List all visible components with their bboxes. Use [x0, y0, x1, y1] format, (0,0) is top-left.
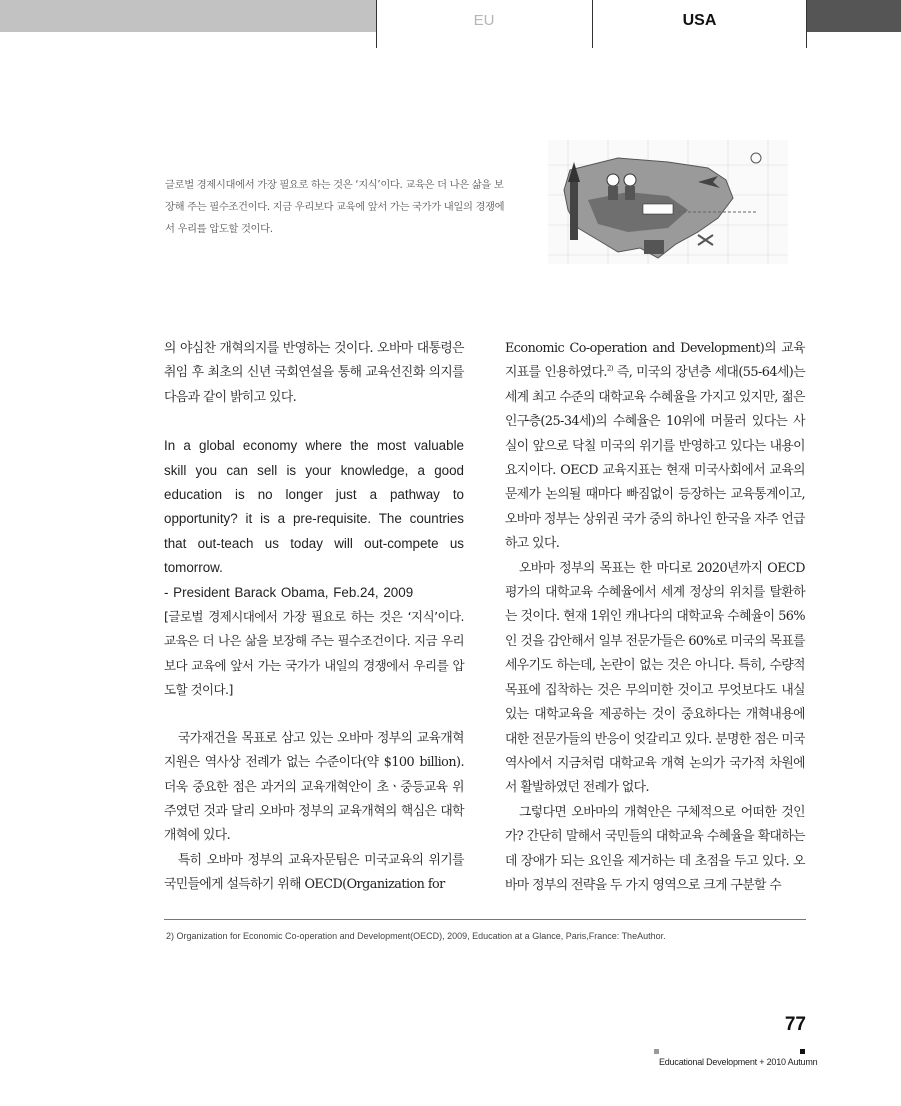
body-text: 즉, 미국의 장년층 세대(55-64세)는 세계 최고 수준의 대학교육 수혜율을 가지고 있지만, 젊은 인구층(25-34세)의 수혜율은 10위에 머물러 있다는 사실이 앞으로 닥칠 미국의 위기를 반영하고 있다는 내용이 요지이다. OECD 교육지표는 현재 미국사회에서 교육의 문제가 논의될 때마다 빠짐없이 등장하는 교육통계이고, 오바마 정부는 상위권 국가 중의 하나인 한국을 자주 언급하고 있다. — [505, 365, 806, 552]
publication-footer: Educational Development + 2010 Autumn — [659, 1057, 818, 1067]
footnote-divider — [164, 919, 806, 920]
header-band-left — [0, 0, 376, 32]
article-column-right — [505, 337, 805, 898]
footnote-reference[interactable]: 2) — [606, 365, 613, 374]
footer-square-marker — [654, 1049, 659, 1054]
body-paragraph: 의 야심찬 개혁의지를 반영하는 것이다. 오바마 대통령은 취임 후 최초의 신년 국회연설을 통해 교육선진화 의지를 다음과 같이 밝히고 있다. — [164, 341, 464, 405]
quote-attribution: - President Barack Obama, Feb.24, 2009 — [164, 584, 414, 600]
usa-map-illustration — [548, 140, 788, 264]
obama-quote-english: In a global economy where the most valuable skill you can sell is your knowledge, a good education is no longer just a pathway to opportunity? it is a pre-requisite. The countries that out-teach us today will out-compete us tomorrow. — [164, 438, 464, 576]
header-tab-eu[interactable]: EU — [473, 12, 495, 29]
body-paragraph — [505, 337, 805, 557]
body-paragraph: 특히 오바마 정부의 교육자문팀은 미국교육의 위기를 국민들에게 설득하기 위해 OECD(Organization for — [164, 852, 464, 893]
body-paragraph: 오바마 정부의 목표는 한 마디로 2020년까지 OECD 평가의 대학교육 수혜율에서 세계 정상의 위치를 탈환하는 것이다. 현재 1위인 캐나다의 대학교육 수혜율이 56%인 것을 감안해서 일부 전문가들은 60%로 미국의 목표를 세우기도 하는데, 논란이 없는 것은 아니다. 특히, 수량적 목표에 집착하는 것은 무의미한 것이고 무엇보다도 내실 있는 대학교육을 제공하는 것이 중요하다는 개혁내용에 대한 전문가들의 반응이 엇갈리고 있다. 분명한 점은 미국 역사에서 지금처럼 대학교육 개혁 논의가 국가적 차원에서 활발하였던 전례가 없다. — [505, 560, 805, 796]
intro-caption: 글로벌 경제시대에서 가장 필요로 하는 것은 ‘지식’이다. 교육은 더 나은 삶을 보장해 주는 필수조건이다. 지금 우리보다 교육에 앞서 가는 국가가 내일의 경쟁에서 우리를 압도할 것이다. — [165, 179, 505, 235]
footer-square-marker — [800, 1049, 805, 1054]
body-text: Economic Co-operation and Development)의 교육지표를 인용하였다. — [505, 341, 805, 381]
header-tab-usa[interactable]: USA — [682, 12, 717, 29]
body-paragraph: 그렇다면 오바마의 개혁안은 구체적으로 어떠한 것인가? 간단히 말해서 국민들의 대학교육 수혜율을 확대하는 데 장애가 되는 요인을 제거하는 데 초점을 두고 있다. 오바마 정부의 전략을 두 가지 영역으로 크게 구분할 수 — [505, 804, 805, 893]
quote-translation: [글로벌 경제시대에서 가장 필요로 하는 것은 ‘지식’이다. 교육은 더 나은 삶을 보장해 주는 필수조건이다. 지금 우리보다 교육에 앞서 가는 국가가 내일의 경쟁에서 우리를 압도할 것이다.] — [164, 609, 464, 698]
article-column-left — [164, 337, 464, 898]
page-number: 77 — [784, 1014, 806, 1035]
footnote: 2) Organization for Economic Co-operation and Development(OECD), 2009, Education at a Glance, Paris,France: TheAuthor. — [166, 931, 666, 941]
body-paragraph: 국가재건을 목표로 삼고 있는 오바마 정부의 교육개혁 지원은 역사상 전례가 없는 수준이다(약 $100 billion). 더욱 중요한 점은 과거의 교육개혁안이 초ㆍ중등교육 위주였던 것과 달리 오바마 정부의 교육개혁의 핵심은 대학개혁에 있다. — [164, 730, 464, 844]
header-band-right — [807, 0, 901, 32]
